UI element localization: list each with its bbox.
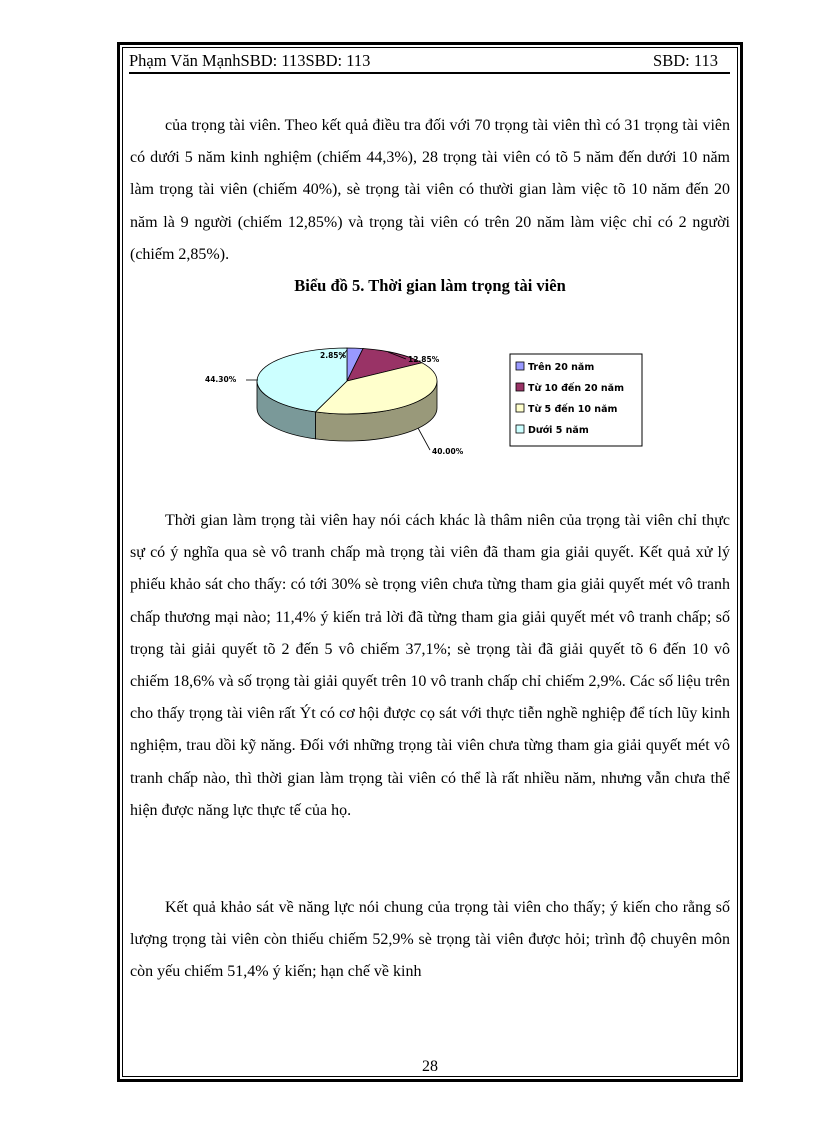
- legend-swatch-2: [516, 404, 524, 412]
- header-author: Phạm Văn MạnhSBD: 113SBD: 113: [129, 51, 371, 70]
- paragraph-2: Thời gian làm trọng tài viên hay nói cách khác là thâm niên của trọng tài viên chỉ thực sự có ý nghĩa qua sè vô tranh chấp mà trọng tài viên đã tham gia giải quyết. Kết quả xử lý phiếu khảo sát cho thấy: có tới 30% sè trọng viên chưa từng tham gia giải quyết mét vô tranh chấp thương mại nào; 11,4% ý kiến trả lời đã từng tham gia giải quyết mét vô tranh chấp; số trọng tài giải quyết tõ 2 đến 5 vô chiếm 37,1%; sè trọng tài đã giải quyết tõ 6 đến 10 vô chiếm 18,6% và số trọng tài giải quyết trên 10 vô tranh chấp chỉ chiếm 2,9%. Các số liệu trên cho thấy trọng tài viên rất Ýt có cơ hội được cọ sát với thực tiễn nghề nghiệp để tích lũy kinh nghiệm, trau dồi kỹ năng. Đối với những trọng tài viên chưa từng tham gia giải quyết mét vô tranh chấp nào, thì thời gian làm trọng tài viên có thể là rất nhiều năm, nhưng vẫn chưa thể hiện được năng lực thực tế của họ.: [130, 512, 730, 819]
- paragraph-1: của trọng tài viên. Theo kết quả điều tra đối với 70 trọng tài viên thì có 31 trọng tài viên có dưới 5 năm kinh nghiệm (chiếm 44,3%), 28 trọng tài viên có tõ 5 năm đến dưới 10 năm làm trọng tài viên (chiếm 40%), sè trọng tài viên có thười gian làm việc tõ 10 năm đến 20 năm là 9 người (chiếm 12,85%) và trọng tài viên có trên 20 năm làm việc chỉ có 2 người (chiếm 2,85%).: [130, 117, 730, 263]
- legend-label-1: Từ 10 đến 20 năm: [528, 383, 624, 394]
- chart-caption: Biểu đồ 5. Thời gian làm trọng tài viên: [294, 276, 566, 295]
- legend-label-0: Trên 20 năm: [528, 362, 595, 373]
- legend-swatch-0: [516, 362, 524, 370]
- legend-label-2: Từ 5 đến 10 năm: [528, 404, 618, 415]
- pie-chart-svg: [190, 338, 650, 468]
- pie-data-label-1: 12.85%: [408, 355, 440, 364]
- header-candidate-number: SBD: 113: [653, 51, 718, 70]
- pie-leader-line-2: [418, 428, 430, 450]
- legend-swatch-1: [516, 383, 524, 391]
- pie-data-label-2: 40.00%: [432, 447, 464, 456]
- legend-label-3: Dưới 5 năm: [528, 425, 589, 436]
- pie-chart: [190, 338, 650, 468]
- page-number: 28: [422, 1058, 438, 1075]
- legend-swatch-3: [516, 425, 524, 433]
- pie-data-label-0: 2.85%: [320, 351, 347, 360]
- page-header: [129, 50, 730, 74]
- pie-data-label-3: 44.30%: [205, 375, 237, 384]
- paragraph-3: Kết quả khảo sát về năng lực nói chung của trọng tài viên cho thấy; ý kiến cho rằng số lượng trọng tài viên còn thiếu chiếm 52,9% sè trọng tài viên được hỏi; trình độ chuyên môn còn yếu chiếm 51,4% ý kiến; hạn chế về kinh: [130, 899, 730, 981]
